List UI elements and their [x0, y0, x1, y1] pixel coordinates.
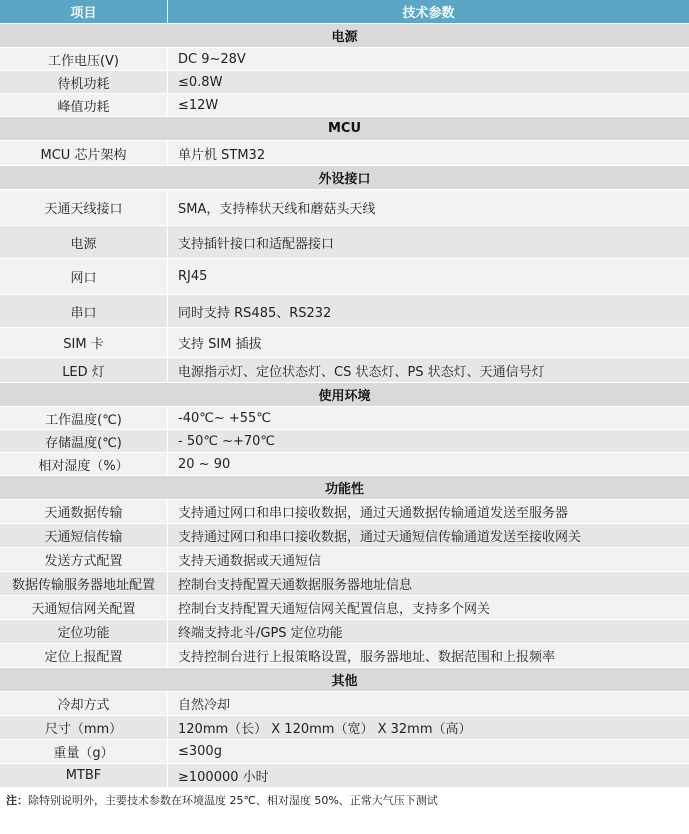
- row-value: 支持天通数据或天通短信: [178, 554, 322, 569]
- table-row: [0, 500, 689, 524]
- header-item: 项目: [0, 0, 168, 23]
- section-header: MCU: [0, 117, 689, 141]
- row-label: 重量（g）: [0, 740, 168, 763]
- table-row: [0, 295, 689, 328]
- row-value: 支持通过网口和串口接收数据，通过天通短信传输通道发送至接收网关: [178, 530, 582, 545]
- table-body: [0, 24, 689, 788]
- table-row: [0, 692, 689, 716]
- row-label: 峰值功耗: [0, 94, 168, 116]
- row-label: 相对湿度（%）: [0, 453, 168, 475]
- row-label: 串口: [0, 295, 168, 327]
- row-label: 网口: [0, 259, 168, 294]
- row-value: DC 9~28V: [178, 51, 246, 67]
- row-label: 定位上报配置: [0, 644, 168, 667]
- row-value: 120mm（长） X 120mm（宽） X 32mm（高）: [178, 722, 472, 737]
- section-header: 使用环境: [0, 383, 689, 407]
- section-header: 功能性: [0, 476, 689, 500]
- row-label: 天通短信传输: [0, 524, 168, 547]
- row-value: 控制台支持配置天通数据服务器地址信息: [178, 578, 413, 593]
- footnote: [0, 788, 689, 812]
- row-label: MTBF: [0, 764, 168, 787]
- row-label: LED 灯: [0, 358, 168, 382]
- row-label: 工作电压(V): [0, 48, 168, 70]
- footnote-text: 除特别说明外，主要技术参数在环境温度 25℃、相对湿度 50%、正常大气压下测试: [28, 794, 438, 807]
- row-label: 数据传输服务器地址配置: [0, 572, 168, 595]
- table-row: [0, 226, 689, 259]
- header-param: 技术参数: [402, 6, 455, 21]
- table-row: [0, 620, 689, 644]
- row-value: 20 ~ 90: [178, 456, 231, 472]
- row-value: 同时支持 RS485、RS232: [178, 305, 332, 321]
- table-row: [0, 524, 689, 548]
- row-value: 电源指示灯、定位状态灯、CS 状态灯、PS 状态灯、天通信号灯: [178, 364, 545, 380]
- table-row: [0, 548, 689, 572]
- row-label: MCU 芯片架构: [0, 141, 168, 165]
- row-label: 工作温度(℃): [0, 407, 168, 429]
- row-value: 单片机 STM32: [178, 147, 266, 163]
- row-label: 定位功能: [0, 620, 168, 643]
- row-label: 电源: [0, 226, 168, 258]
- table-row: [0, 407, 689, 430]
- row-value: 自然冷却: [178, 698, 231, 713]
- row-value: ≤12W: [178, 97, 219, 113]
- row-value: RJ45: [178, 269, 208, 284]
- table-row: [0, 328, 689, 358]
- table-row: [0, 71, 689, 94]
- table-row: [0, 358, 689, 383]
- table-row: [0, 572, 689, 596]
- row-value: -40℃~ +55℃: [178, 410, 271, 426]
- footnote-label: 注：: [6, 794, 28, 807]
- table-row: [0, 596, 689, 620]
- row-label: 天通数据传输: [0, 500, 168, 523]
- row-value: ≤0.8W: [178, 74, 223, 90]
- row-value: 终端支持北斗/GPS 定位功能: [178, 626, 343, 641]
- table-row: [0, 764, 689, 788]
- table-row: [0, 716, 689, 740]
- row-value: 支持控制台进行上报策略设置，服务器地址、数据范围和上报频率: [178, 650, 556, 665]
- section-header: 其他: [0, 668, 689, 692]
- table-row: [0, 259, 689, 295]
- row-value: 支持插针接口和适配器接口: [178, 236, 335, 252]
- row-label: 待机功耗: [0, 71, 168, 93]
- row-label: 发送方式配置: [0, 548, 168, 571]
- row-value: 支持通过网口和串口接收数据，通过天通数据传输通道发送至服务器: [178, 506, 569, 521]
- row-value: ≤300g: [178, 744, 222, 759]
- table-row: [0, 48, 689, 71]
- row-label: 尺寸（mm）: [0, 716, 168, 739]
- row-label: 天通短信网关配置: [0, 596, 168, 619]
- row-value: 支持 SIM 插拔: [178, 337, 262, 352]
- table-row: [0, 453, 689, 476]
- table-row: [0, 141, 689, 166]
- row-value: 控制台支持配置天通短信网关配置信息，支持多个网关: [178, 602, 491, 617]
- section-header: 电源: [0, 24, 689, 48]
- row-value: ≥100000 小时: [178, 770, 269, 785]
- table-row: [0, 644, 689, 668]
- section-header: 外设接口: [0, 166, 689, 190]
- table-row: [0, 190, 689, 226]
- row-label: 冷却方式: [0, 692, 168, 715]
- table-header: [0, 0, 689, 24]
- row-value: - 50℃ ~+70℃: [178, 433, 276, 449]
- row-label: 天通天线接口: [0, 190, 168, 225]
- table-row: [0, 430, 689, 453]
- table-row: [0, 740, 689, 764]
- row-label: 存储温度(℃): [0, 430, 168, 452]
- row-label: SIM 卡: [0, 328, 168, 357]
- row-value: SMA，支持棒状天线和蘑菇头天线: [178, 202, 376, 217]
- table-row: [0, 94, 689, 117]
